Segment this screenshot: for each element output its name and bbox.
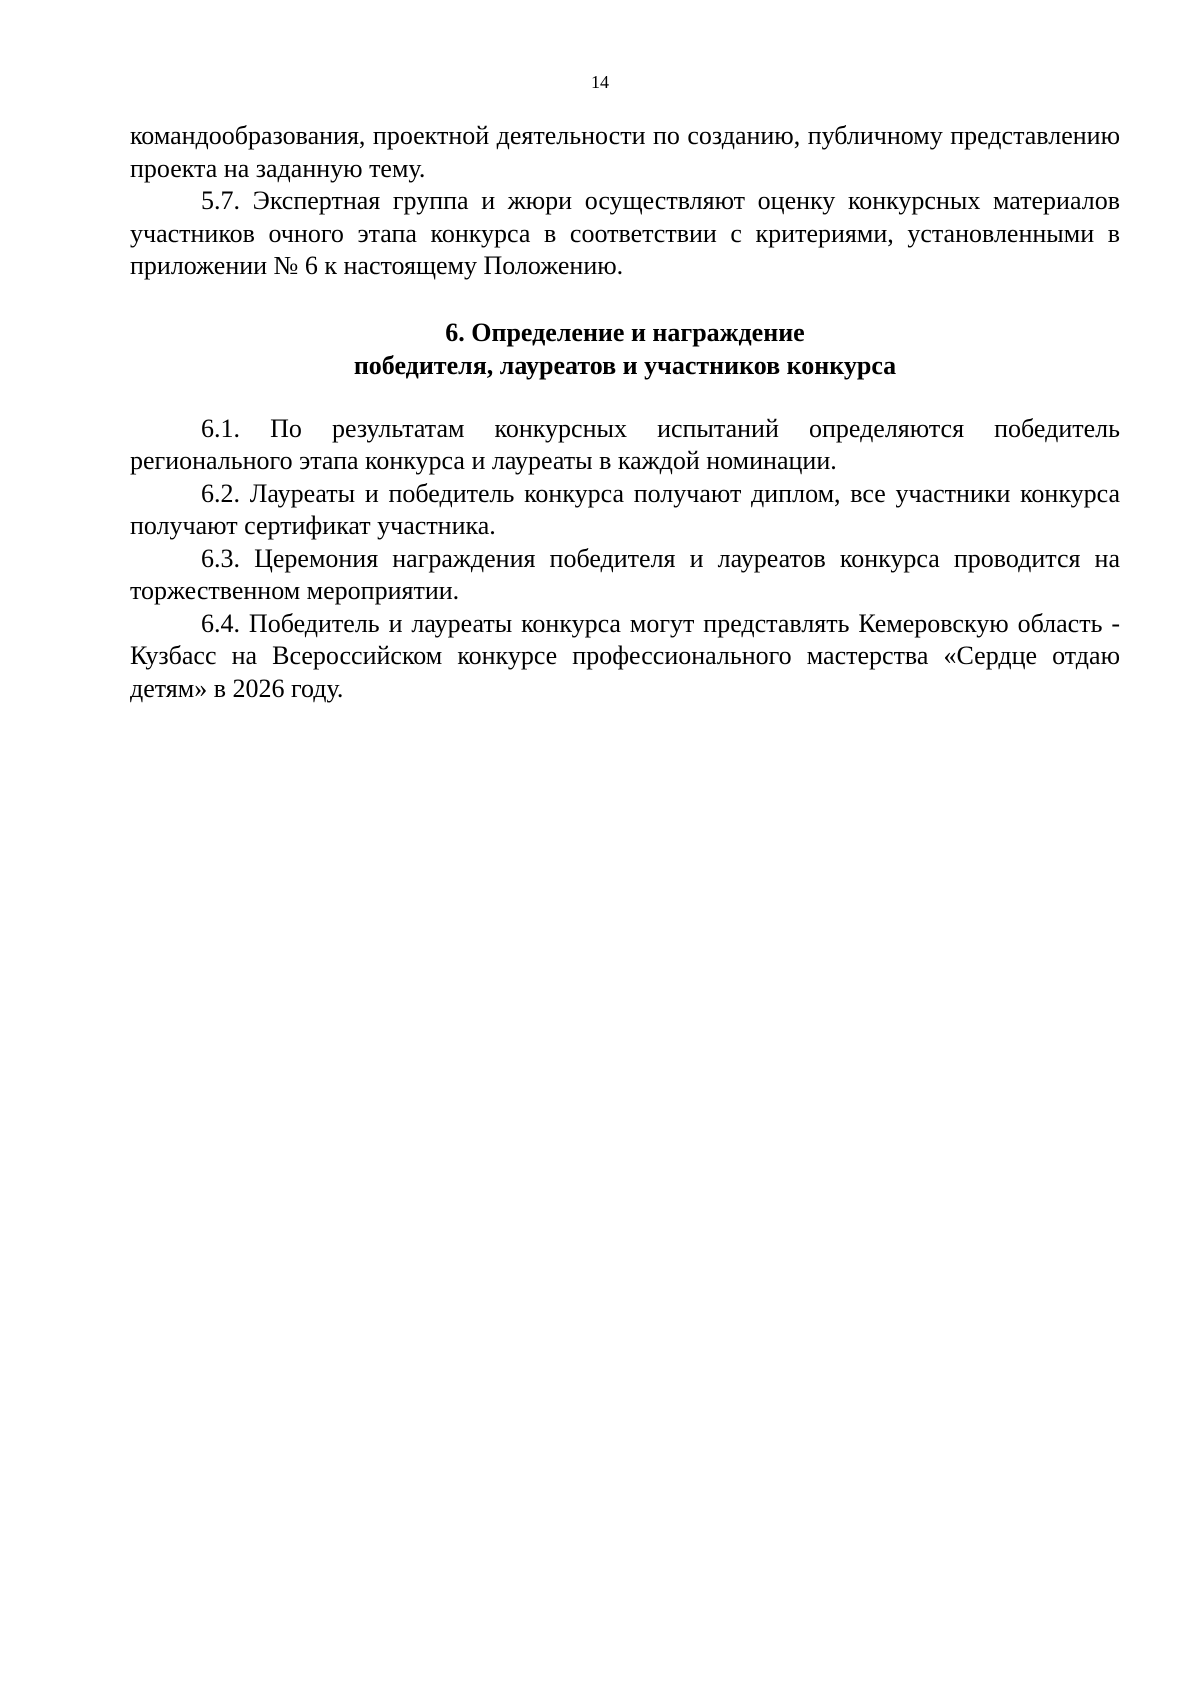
paragraph-5-6-continuation: командообразования, проектной деятельности по созданию, публичному представлению проекта на заданную тему.: [130, 121, 1120, 183]
paragraph-6-2: 6.2. Лауреаты и победитель конкурса получают диплом, все участники конкурса получают сертификат участника.: [130, 478, 1120, 540]
section-6-heading-line-1: 6. Определение и награждение: [445, 317, 805, 347]
paragraph-6-1: 6.1. По результатам конкурсных испытаний определяются победитель регионального этапа конкурса и лауреаты в каждой номинации.: [130, 413, 1120, 475]
paragraph-6-4: 6.4. Победитель и лауреаты конкурса могут представлять Кемеровскую область - Кузбасс на Всероссийском конкурсе профессионального мастерства «Сердце отдаю детям» в 2026 году.: [130, 608, 1120, 703]
document-body: [130, 120, 1120, 705]
paragraph-5-7: 5.7. Экспертная группа и жюри осуществляют оценку конкурсных материалов участников очного этапа конкурса в соответствии с критериями, установленными в приложении № 6 к настоящему Положению.: [130, 186, 1120, 280]
section-6-heading-line-2: победителя, лауреатов и участников конкурса: [353, 350, 897, 380]
page-number: 14: [591, 72, 609, 92]
paragraph-6-3: 6.3. Церемония награждения победителя и лауреатов конкурса проводится на торжественном мероприятии.: [130, 543, 1120, 605]
section-6-heading: [130, 316, 1120, 382]
